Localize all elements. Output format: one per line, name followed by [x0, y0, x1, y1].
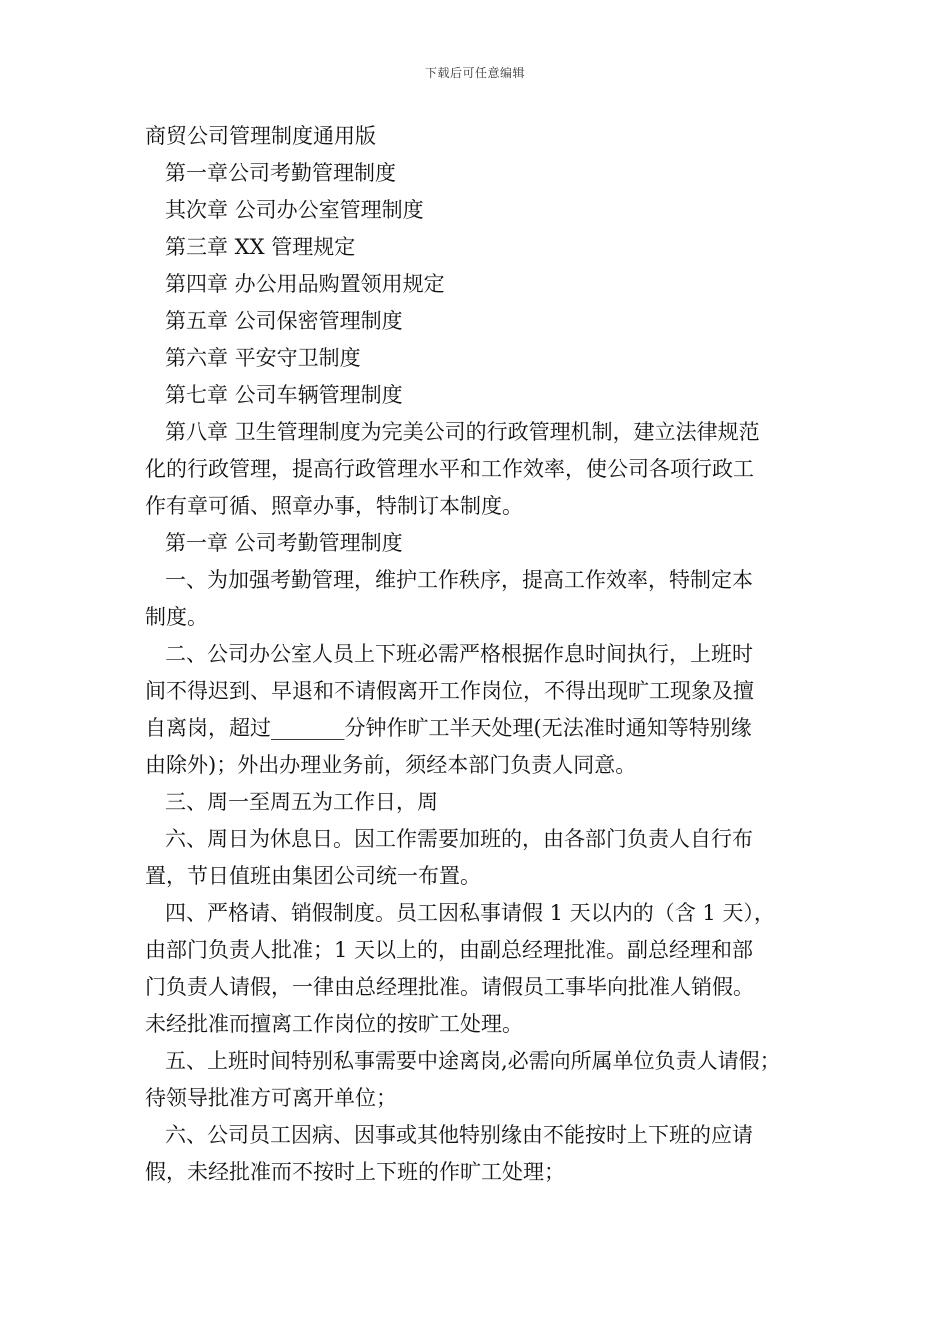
- clause-4: [145, 895, 815, 1043]
- toc-item-1: 第一章公司考勤管理制度: [165, 161, 396, 185]
- clause-4-line-3: 门负责人请假，一律由总经理批准。请假员工事毕向批准人销假。: [145, 975, 754, 999]
- clause-2-line-1: 二、公司办公室人员上下班必需严格根据作息时间执行，上班时: [165, 642, 753, 666]
- clause-4-line-4: 未经批准而擅离工作岗位的按旷工处理。: [145, 1012, 523, 1036]
- document-title: 商贸公司管理制度通用版: [145, 124, 376, 148]
- clause-3-line-1: 三、周一至周五为工作日，周: [165, 790, 438, 814]
- toc-item-3: 第三章 XX 管理规定: [165, 235, 356, 259]
- clause-2-line-4: 由除外)；外出办理业务前，须经本部门负责人同意。: [145, 753, 637, 777]
- clause-2: [145, 636, 815, 784]
- clause-5-line-2: 待领导批准方可离开单位；: [145, 1086, 397, 1110]
- clause-2-line-3: 自离岗，超过_______分钟作旷工半天处理(无法准时通知等特别缘: [145, 716, 752, 740]
- clause-4-line-2: 由部门负责人批准；1 天以上的，由副总经理批准。副总经理和部: [145, 938, 754, 962]
- clause-6: [145, 1117, 815, 1191]
- toc-item-7: 第七章 公司车辆管理制度: [165, 383, 403, 407]
- toc-item-6: 第六章 平安守卫制度: [165, 346, 361, 370]
- document-body: [145, 118, 815, 1191]
- clause-5: [145, 1043, 815, 1117]
- clause-6-line-2: 假，未经批准而不按时上下班的作旷工处理；: [145, 1160, 565, 1184]
- clause-2-line-2: 间不得迟到、早退和不请假离开工作岗位，不得出现旷工现象及擅: [145, 679, 754, 703]
- toc-item-5: 第五章 公司保密管理制度: [165, 309, 403, 333]
- chapter-1-heading: 第一章 公司考勤管理制度: [165, 531, 403, 555]
- intro-line-2: 化的行政管理，提高行政管理水平和工作效率，使公司各项行政工: [145, 457, 754, 481]
- intro-paragraph: [145, 414, 815, 525]
- clause-1-line-1: 一、为加强考勤管理，维护工作秩序，提高工作效率，特制定本: [165, 568, 753, 592]
- clause-4-line-1: 四、严格请、销假制度。员工因私事请假 1 天以内的（含 1 天），: [165, 901, 775, 925]
- clause-3-continued: [145, 821, 815, 895]
- clause-3b-line-1: 六、周日为休息日。因工作需要加班的，由各部门负责人自行布: [165, 827, 753, 851]
- toc-item-4: 第四章 办公用品购置领用规定: [165, 272, 445, 296]
- clause-5-line-1: 五、上班时间特别私事需要中途离岗,必需向所属单位负责人请假；: [165, 1049, 781, 1073]
- clause-6-line-1: 六、公司员工因病、因事或其他特别缘由不能按时上下班的应请: [165, 1123, 753, 1147]
- toc-item-2: 其次章 公司办公室管理制度: [165, 198, 424, 222]
- clause-1-line-2: 制度。: [145, 605, 208, 629]
- page-header-note: 下载后可任意编辑: [424, 66, 525, 80]
- intro-line-3: 作有章可循、照章办事，特制订本制度。: [145, 494, 523, 518]
- intro-line-1: 第八章 卫生管理制度为完美公司的行政管理机制，建立法律规范: [165, 420, 760, 444]
- clause-3b-line-2: 置，节日值班由集团公司统一布置。: [145, 864, 481, 888]
- clause-1: [145, 562, 815, 636]
